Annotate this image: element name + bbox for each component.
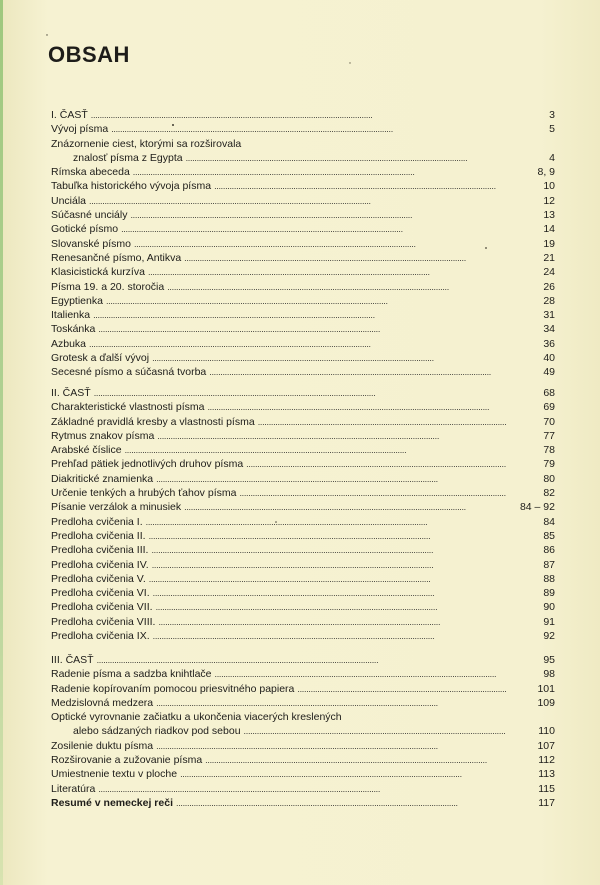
- toc-entry: [51, 600, 555, 614]
- toc-entry-title: Rozširovanie a zužovanie písma: [51, 754, 203, 767]
- dot-leader: [121, 222, 506, 236]
- toc-entry-title: Predloha cvičenia VIII.: [51, 615, 156, 628]
- toc-entry-title: Toskánka: [51, 323, 96, 336]
- toc-entry: [51, 151, 555, 165]
- toc-entry-title: Medzislovná medzera: [51, 696, 154, 709]
- toc-entry: [51, 400, 555, 414]
- toc-part-heading: [51, 386, 555, 400]
- toc-entry-page: 91: [543, 615, 555, 628]
- toc-entry: [51, 457, 555, 471]
- toc-entry: [51, 558, 555, 572]
- toc-entry-title: Renesančné písmo, Antikva: [51, 251, 182, 264]
- toc-entry-page: 98: [543, 668, 555, 681]
- dot-leader: [134, 237, 506, 251]
- toc-entry: [51, 208, 555, 222]
- toc-entry: [51, 122, 555, 136]
- dot-leader: [157, 429, 506, 443]
- dot-leader: [186, 151, 506, 165]
- toc-entry-title: Azbuka: [51, 337, 87, 350]
- toc-entry: [51, 165, 555, 179]
- dot-leader: [205, 753, 506, 767]
- toc-entry: [51, 667, 555, 681]
- toc-entry: [51, 322, 555, 336]
- toc-entry-title: Radenie písma a sadzba knihtlače: [51, 668, 212, 681]
- toc-entry-page: 10: [543, 180, 555, 193]
- toc-entry-title: Predloha cvičenia III.: [51, 544, 149, 557]
- dot-leader: [180, 767, 506, 781]
- toc-entry-title: Gotické písmo: [51, 223, 119, 236]
- toc-entry-title: Písanie verzálok a minusiek: [51, 501, 182, 514]
- toc-entry-title: Zosilenie duktu písma: [51, 739, 154, 752]
- toc-entry-page: 113: [538, 768, 555, 781]
- toc-entry: [51, 472, 555, 486]
- toc-entry: [51, 500, 555, 514]
- toc-entry: [51, 724, 555, 738]
- page-title: OBSAH: [48, 42, 130, 67]
- toc-entry-title: III. ČASŤ: [51, 654, 94, 666]
- toc-entry-page: 69: [543, 401, 555, 414]
- dot-leader: [148, 265, 506, 279]
- dot-leader: [93, 308, 506, 322]
- toc-entry-title: alebo sádzaných riadkov pod sebou: [73, 725, 241, 738]
- toc-entry-title: Základné pravidlá kresby a vlastnosti písma: [51, 415, 255, 428]
- toc-entry-page: 68: [543, 387, 555, 399]
- toc-entry-title: Resumé v nemeckej reči: [51, 796, 173, 809]
- toc-entry-page: 36: [543, 337, 555, 350]
- dot-leader: [156, 696, 506, 710]
- toc-entry-page: 77: [543, 429, 555, 442]
- toc-entry-page: 26: [543, 280, 555, 293]
- toc-entry-page: 34: [543, 323, 555, 336]
- toc-entry-title: Rímska abeceda: [51, 166, 130, 179]
- toc-entry: [51, 237, 555, 251]
- dot-leader: [207, 400, 506, 414]
- toc-entry-page: 19: [543, 237, 555, 250]
- dot-leader: [146, 515, 506, 529]
- toc-entry: [51, 753, 555, 767]
- toc-entry-page: 109: [537, 696, 555, 709]
- dot-leader: [158, 615, 506, 629]
- toc-entry-page: 79: [543, 458, 555, 471]
- toc-part-1: [51, 108, 555, 380]
- toc-entry-title: II. ČASŤ: [51, 387, 91, 399]
- toc-entry: [51, 137, 555, 151]
- dot-leader: [149, 529, 506, 543]
- toc-entry-page: 40: [543, 352, 555, 365]
- toc-entry-title: Rytmus znakov písma: [51, 429, 155, 442]
- toc-entry-page: 12: [543, 194, 555, 207]
- toc-entry-page: 31: [543, 309, 555, 322]
- toc-entry-title: Predloha cvičenia II.: [51, 529, 146, 542]
- toc-entry: [51, 586, 555, 600]
- page-edge: [0, 0, 3, 885]
- dot-leader: [125, 443, 506, 457]
- toc-entry-title: Písma 19. a 20. storočia: [51, 280, 165, 293]
- toc-entry: [51, 615, 555, 629]
- dot-leader: [184, 251, 506, 265]
- toc-entry-title: Vývoj písma: [51, 123, 109, 136]
- dot-leader: [94, 386, 506, 400]
- dot-leader: [156, 472, 506, 486]
- dot-leader: [130, 208, 506, 222]
- toc-entry-title: Predloha cvičenia V.: [51, 572, 146, 585]
- dot-leader: [98, 782, 506, 796]
- toc-entry-page: 78: [543, 444, 555, 457]
- toc-entry-title: Umiestnenie textu v ploche: [51, 768, 178, 781]
- toc-entry-page: 14: [543, 223, 555, 236]
- toc-entry: [51, 515, 555, 529]
- toc-entry: [51, 222, 555, 236]
- dot-leader: [214, 179, 506, 193]
- toc-entry: [51, 529, 555, 543]
- toc-entry-title: Tabuľka historického vývoja písma: [51, 180, 212, 193]
- toc-entry: [51, 429, 555, 443]
- toc-entry: [51, 294, 555, 308]
- toc-entry-title: Radenie kopírovaním pomocou priesvitného papiera: [51, 682, 295, 695]
- toc-entry-page: 24: [543, 266, 555, 279]
- dot-leader: [106, 294, 506, 308]
- toc-entry-title: Secesné písmo a súčasná tvorba: [51, 366, 207, 379]
- toc-entry-page: 90: [543, 601, 555, 614]
- dot-leader: [97, 653, 506, 667]
- dot-leader: [152, 558, 506, 572]
- dot-leader: [167, 280, 506, 294]
- toc-entry-title: Arabské číslice: [51, 444, 122, 457]
- toc-entry-title: Grotesk a ďalší vývoj: [51, 352, 150, 365]
- dot-leader: [258, 415, 506, 429]
- toc-entry-title: I. ČASŤ: [51, 109, 88, 121]
- toc-entry-page: 4: [549, 151, 555, 164]
- toc-entry-title: Prehľad pätiek jednotlivých druhov písma: [51, 458, 244, 471]
- toc-entry-title: Diakritické znamienka: [51, 472, 154, 485]
- toc-entry-page: 107: [537, 739, 555, 752]
- toc-entry: [51, 308, 555, 322]
- toc-entry-page: 5: [549, 123, 555, 136]
- toc-entry: [51, 710, 555, 724]
- toc-entry-title: Predloha cvičenia IX.: [51, 630, 150, 643]
- toc-part-heading: [51, 653, 555, 667]
- toc-entry: [51, 486, 555, 500]
- toc-entry-title: Klasicistická kurzíva: [51, 266, 145, 279]
- toc-entry: [51, 682, 555, 696]
- toc-entry: [51, 194, 555, 208]
- toc-entry-title: Slovanské písmo: [51, 237, 131, 250]
- toc-entry-title: Italienka: [51, 309, 91, 322]
- toc-entry: [51, 337, 555, 351]
- toc-entry-title: Egyptienka: [51, 294, 103, 307]
- toc-entry: [51, 739, 555, 753]
- toc-entry: [51, 365, 555, 379]
- toc-entry-page: 85: [543, 529, 555, 542]
- toc-entry-page: 3: [549, 109, 555, 121]
- toc-entry-page: 86: [543, 544, 555, 557]
- toc-entry-title: Unciála: [51, 194, 87, 207]
- toc-entry: [51, 629, 555, 643]
- toc-entry-title: Predloha cvičenia IV.: [51, 558, 149, 571]
- toc-entry-page: 8, 9: [537, 166, 555, 179]
- toc-entry-title: Znázornenie ciest, ktorými sa rozširovala: [51, 137, 242, 150]
- toc-part-2: [51, 386, 555, 643]
- toc-entry-page: 88: [543, 572, 555, 585]
- toc-entry-title: Predloha cvičenia I.: [51, 515, 143, 528]
- toc-entry: [51, 351, 555, 365]
- toc-entry-page: 49: [543, 366, 555, 379]
- toc-entry: [51, 179, 555, 193]
- dot-leader: [98, 322, 506, 336]
- dot-leader: [149, 572, 506, 586]
- toc-entry-page: 112: [538, 754, 555, 767]
- toc-entry: [51, 572, 555, 586]
- dot-leader: [246, 457, 506, 471]
- dot-leader: [133, 165, 506, 179]
- dot-leader: [209, 365, 506, 379]
- dot-leader: [156, 739, 506, 753]
- toc-entry: [51, 796, 555, 810]
- dot-leader: [244, 724, 506, 738]
- toc-entry-title: Určenie tenkých a hrubých ťahov písma: [51, 487, 237, 500]
- dot-leader: [156, 600, 506, 614]
- toc-entry-page: 28: [543, 294, 555, 307]
- toc-entry-page: 70: [543, 415, 555, 428]
- dot-leader: [215, 667, 506, 681]
- toc-entry: [51, 696, 555, 710]
- toc-part-3: [51, 653, 555, 810]
- dot-leader: [184, 500, 506, 514]
- toc-entry-page: 21: [543, 251, 555, 264]
- dot-leader: [153, 586, 506, 600]
- toc-entry-page: 92: [543, 630, 555, 643]
- toc-entry-title: Súčasné unciály: [51, 209, 128, 222]
- dot-leader: [152, 351, 506, 365]
- toc-entry-title: Literatúra: [51, 782, 96, 795]
- dot-leader: [297, 682, 506, 696]
- toc-entry-title: Predloha cvičenia VI.: [51, 587, 150, 600]
- toc-entry-page: 84 – 92: [519, 501, 555, 514]
- toc-entry: [51, 251, 555, 265]
- dot-leader: [176, 796, 506, 810]
- dot-leader: [89, 337, 506, 351]
- toc-entry: [51, 415, 555, 429]
- toc-entry-page: 80: [543, 472, 555, 485]
- toc-entry-page: 117: [538, 796, 555, 809]
- toc-entry-page: 87: [543, 558, 555, 571]
- toc-entry-title: Predloha cvičenia VII.: [51, 601, 153, 614]
- toc-entry: [51, 443, 555, 457]
- toc-entry-page: 115: [538, 782, 555, 795]
- dot-leader: [239, 486, 506, 500]
- toc-entry-page: 110: [538, 725, 555, 738]
- toc-entry: [51, 280, 555, 294]
- toc-entry: [51, 767, 555, 781]
- dot-leader: [111, 122, 506, 136]
- toc-entry-page: 101: [537, 682, 555, 695]
- dot-leader: [91, 108, 506, 122]
- toc-entry-title: Optické vyrovnanie začiatku a ukončenia viacerých kreslených: [51, 711, 342, 724]
- toc-entry-title: znalosť písma z Egypta: [73, 151, 183, 164]
- toc-entry: [51, 782, 555, 796]
- toc-entry: [51, 543, 555, 557]
- dot-leader: [151, 543, 506, 557]
- toc-entry-page: 95: [543, 654, 555, 666]
- toc-entry-page: 13: [543, 209, 555, 222]
- toc-entry-title: Charakteristické vlastnosti písma: [51, 401, 205, 414]
- dot-leader: [153, 629, 506, 643]
- toc-entry-page: 84: [543, 515, 555, 528]
- toc-entry-page: 89: [543, 587, 555, 600]
- toc-entry: [51, 265, 555, 279]
- toc-part-heading: [51, 108, 555, 122]
- toc-entry-page: 82: [543, 487, 555, 500]
- dot-leader: [89, 194, 506, 208]
